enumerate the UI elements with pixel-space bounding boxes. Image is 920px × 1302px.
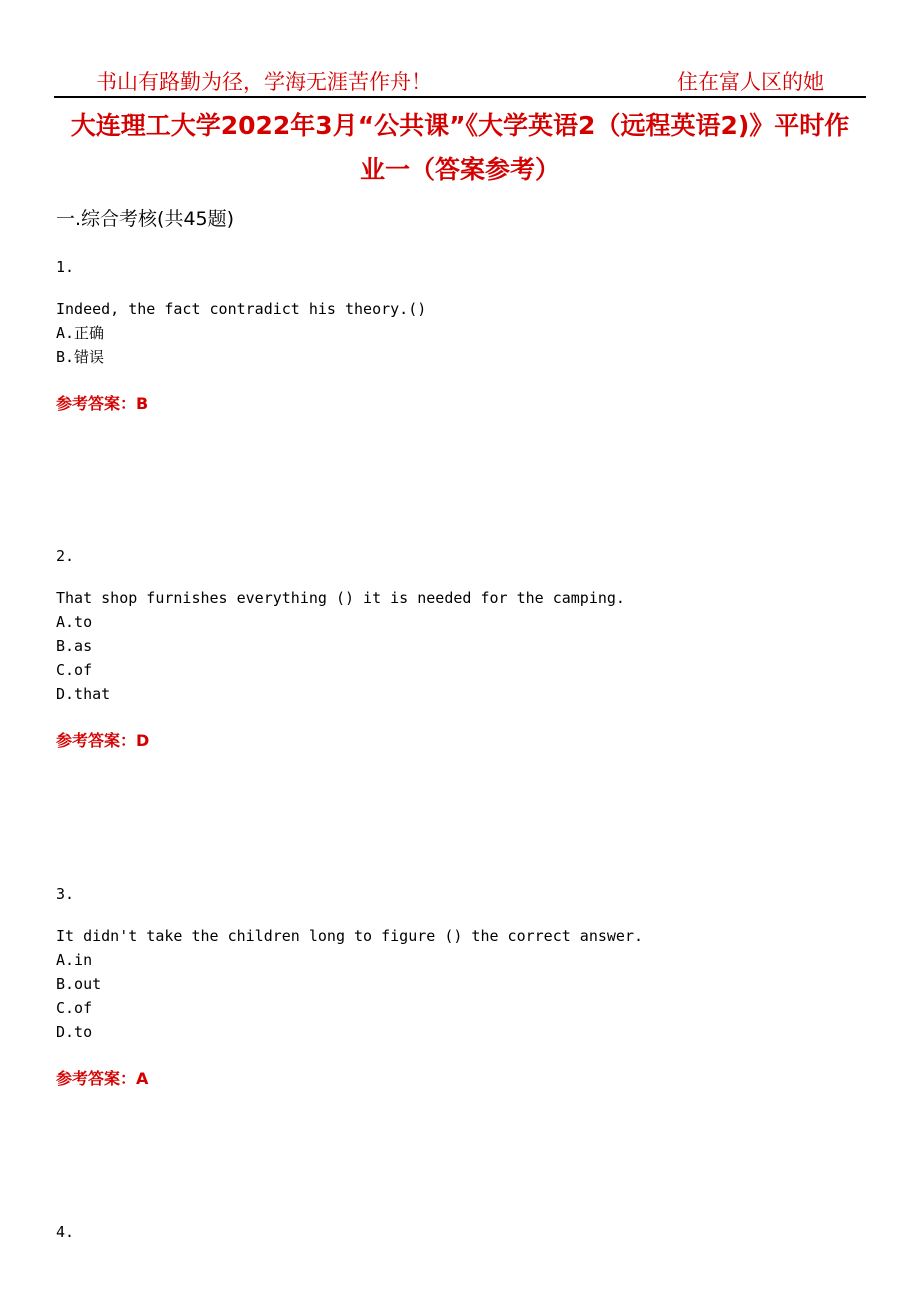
answer-key: 参考答案：B	[56, 394, 149, 413]
option-c: C.of	[56, 661, 93, 679]
option-c: C.of	[56, 999, 93, 1017]
header-divider	[54, 96, 866, 98]
section-heading: 一.综合考核(共45题)	[56, 208, 235, 230]
answer-key: 参考答案：D	[56, 731, 150, 750]
question-number: 1.	[56, 258, 75, 276]
document-title: 大连理工大学2022年3月“公共课”《大学英语2（远程英语2)》平时作业一（答案参考）	[70, 111, 850, 184]
option-a: A.正确	[56, 324, 105, 342]
option-b: B.out	[56, 975, 102, 993]
question-number: 2.	[56, 547, 75, 565]
answer-key: 参考答案：A	[56, 1069, 149, 1088]
question-1	[56, 257, 836, 416]
option-b: B.错误	[56, 348, 105, 366]
question-number: 4.	[56, 1223, 75, 1241]
question-stem: Indeed, the fact contradict his theory.()	[56, 300, 427, 318]
header-slogan: 书山有路勤为径，学海无涯苦作舟！	[96, 70, 432, 94]
question-number: 3.	[56, 885, 75, 903]
option-b: B.as	[56, 637, 93, 655]
option-a: A.to	[56, 613, 93, 631]
question-stem: It didn't take the children long to figure () the correct answer.	[56, 927, 643, 945]
option-d: D.that	[56, 685, 111, 703]
header-author: 住在富人区的她	[677, 70, 824, 94]
question-3	[56, 884, 836, 1091]
question-stem: That shop furnishes everything () it is needed for the camping.	[56, 589, 625, 607]
question-2	[56, 546, 836, 753]
option-a: A.in	[56, 951, 93, 969]
question-4	[56, 1222, 836, 1242]
option-d: D.to	[56, 1023, 93, 1041]
